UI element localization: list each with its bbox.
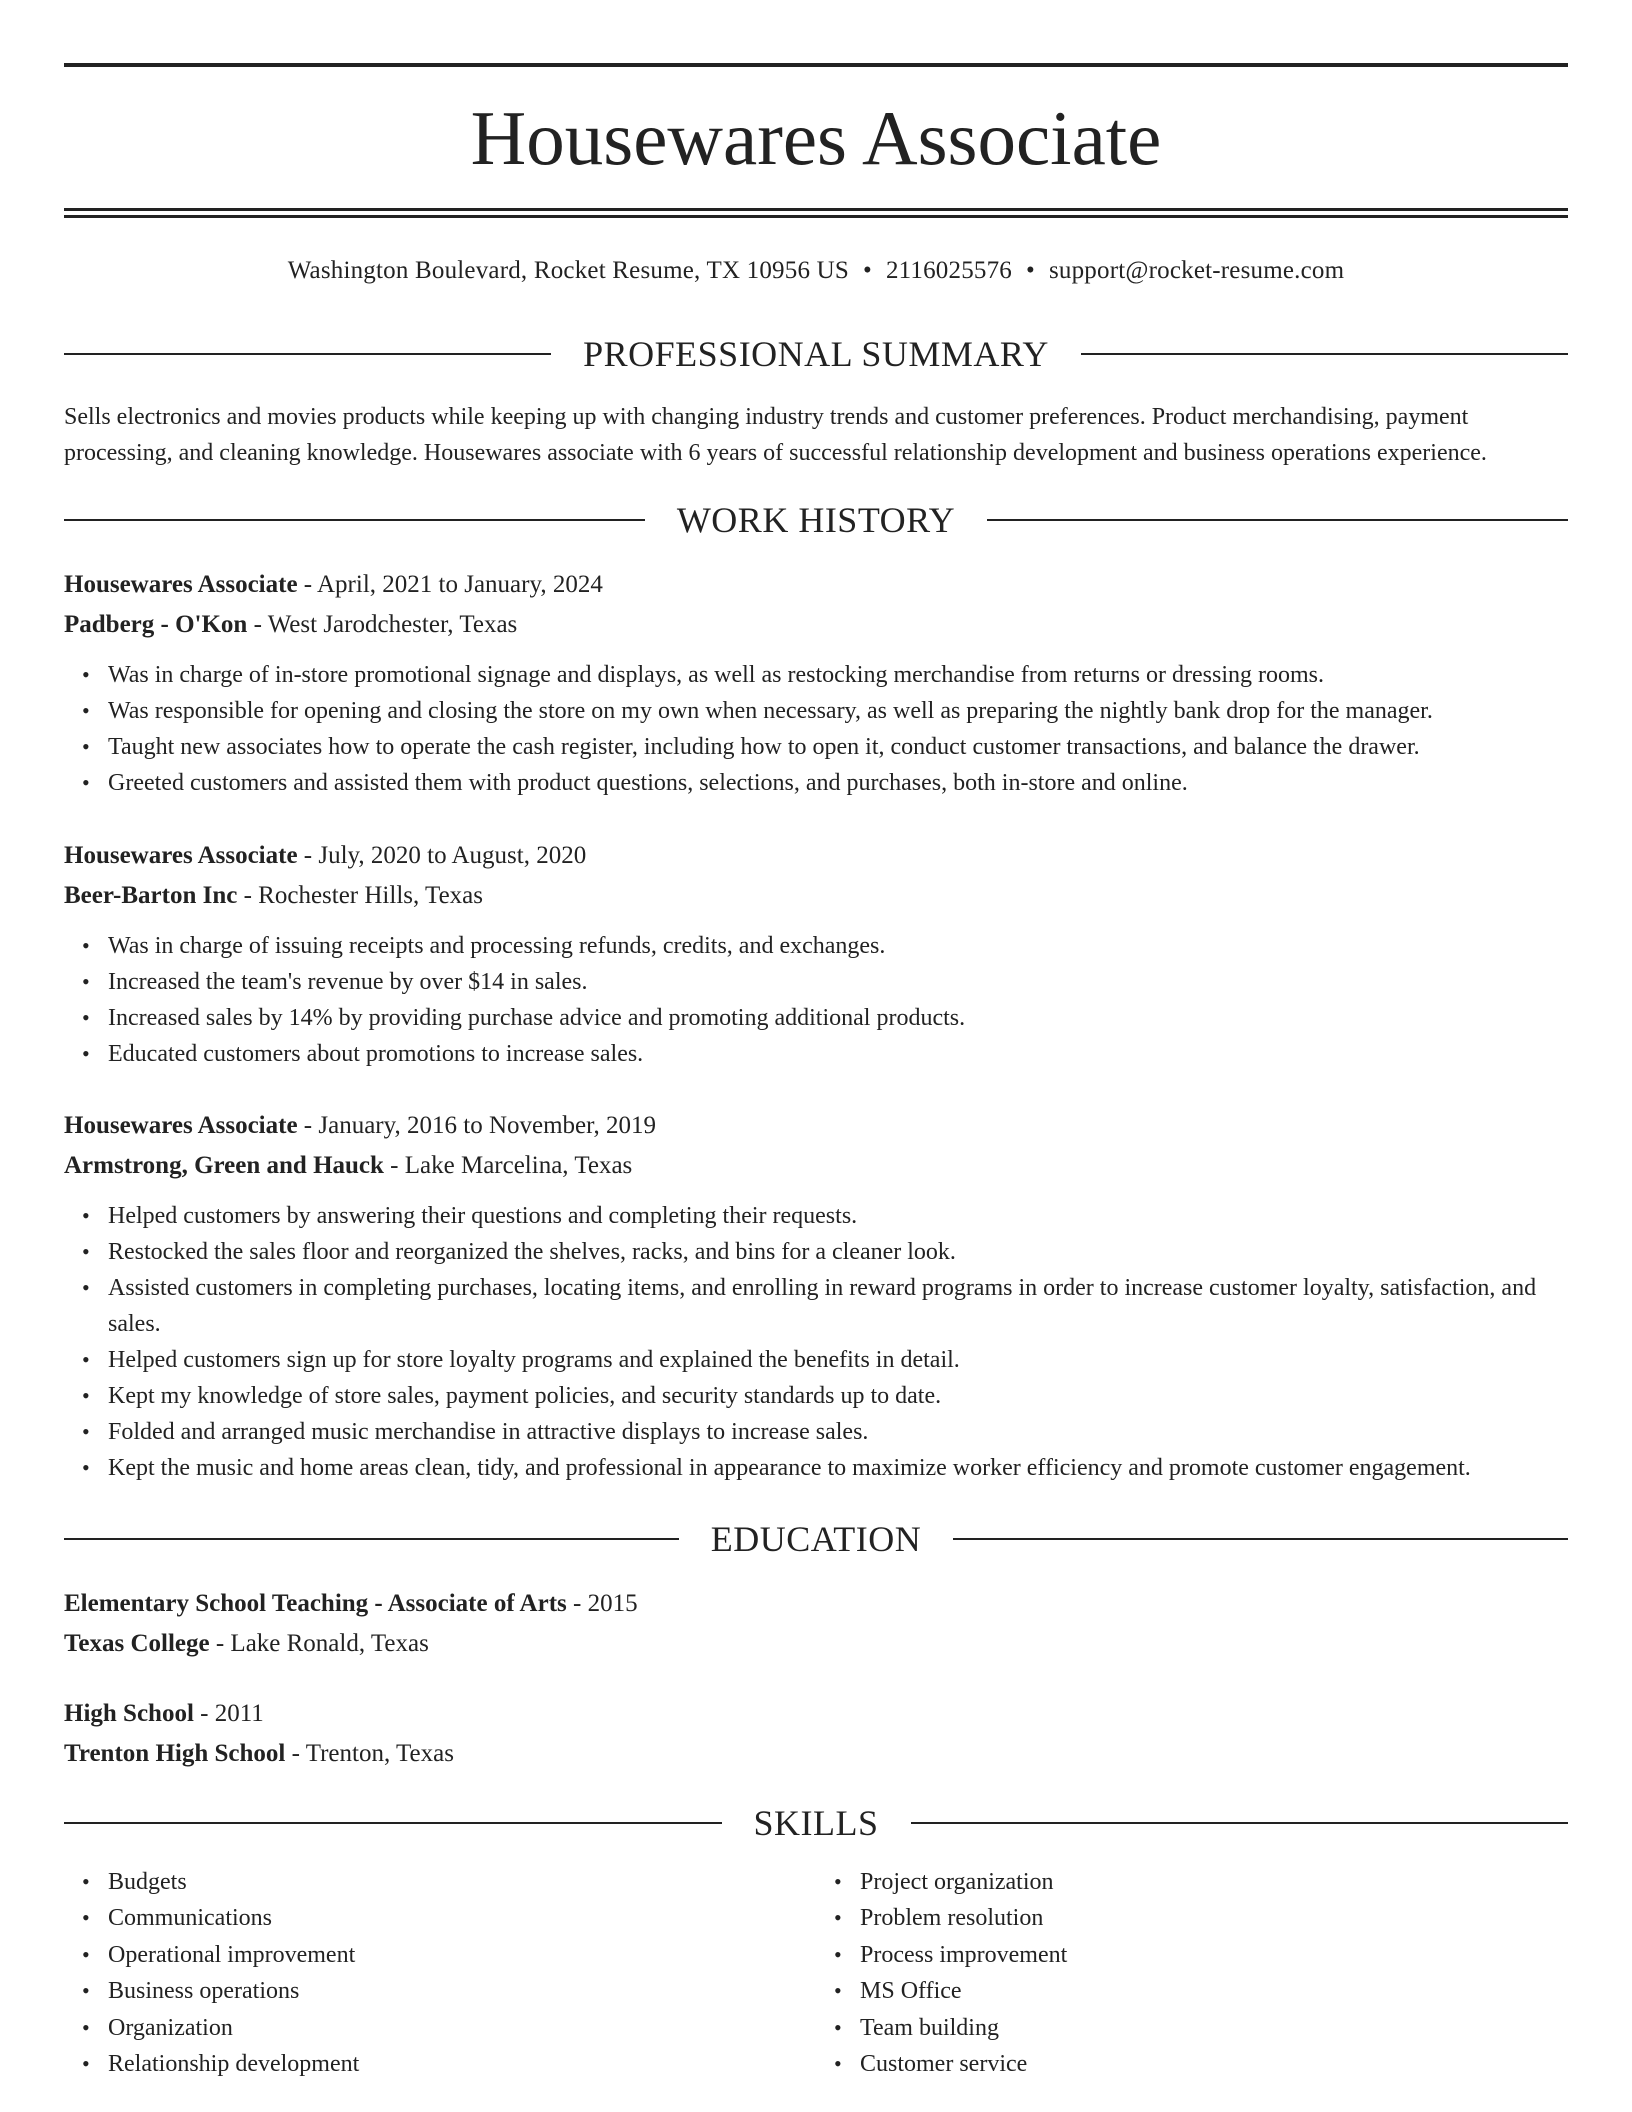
job-bullets [64,1198,1568,1486]
skill-item: • Operational improvement [108,1937,816,1973]
job-company: Padberg - O'Kon [64,611,248,638]
skill-item: • Problem resolution [860,1900,1568,1936]
page-title: Housewares Associate [470,95,1162,181]
list-item: • Greeted customers and assisted them with product questions, selections, and purchases, both in-store and online. [108,765,1568,801]
divider [987,519,1568,521]
degree-year: - 2011 [193,1700,264,1727]
job-title-line [64,1106,1568,1146]
skill-item: • Budgets [108,1864,816,1900]
skills-list [64,1864,1568,2082]
job-company: Armstrong, Green and Hauck [64,1152,384,1179]
divider [64,353,551,355]
divider [911,1822,1569,1824]
list-item: • Was in charge of in-store promotional signage and displays, as well as restocking merchandise from returns or dressing rooms. [108,657,1568,693]
divider [953,1538,1568,1540]
school-line [64,1734,1568,1774]
degree: High School [64,1700,194,1727]
job-company: Beer-Barton Inc [64,882,238,909]
list-item: • Restocked the sales floor and reorganized the shelves, racks, and bins for a cleaner look. [108,1234,1568,1270]
list-item: • Increased sales by 14% by providing purchase advice and promoting additional products. [108,1000,1568,1036]
job-location: - West Jarodchester, Texas [247,611,518,638]
list-item: • Was in charge of issuing receipts and processing refunds, credits, and exchanges. [108,928,1568,964]
contact-email: support@rocket-resume.com [1048,257,1345,284]
job-entry [64,565,1568,801]
job-dates: - January, 2016 to November, 2019 [297,1112,656,1139]
job-dates: - July, 2020 to August, 2020 [297,842,587,869]
top-rule [64,63,1568,67]
job-title: Housewares Associate [64,571,298,598]
list-item: • Helped customers sign up for store loyalty programs and explained the benefits in detail. [108,1342,1568,1378]
section-title: SKILLS [753,1803,879,1843]
job-location: - Rochester Hills, Texas [237,882,483,909]
skill-item: • MS Office [860,1973,1568,2009]
skill-item: • Team building [860,2010,1568,2046]
education-entry [64,1694,1568,1774]
skill-item: • Process improvement [860,1937,1568,1973]
skill-item: • Communications [108,1900,816,1936]
section-title: PROFESSIONAL SUMMARY [583,334,1049,374]
job-title: Housewares Associate [64,1112,298,1139]
contact-separator: • [862,257,872,284]
skill-item: • Business operations [108,1973,816,2009]
job-company-line [64,876,1568,916]
job-company-line [64,1146,1568,1186]
divider [64,1822,722,1824]
job-entry [64,1106,1568,1486]
divider [1081,353,1568,355]
list-item: • Taught new associates how to operate the cash register, including how to open it, conduct customer transactions, and balance the drawer. [108,729,1568,765]
job-company-line [64,605,1568,645]
list-item: • Increased the team's revenue by over $14 in sales. [108,964,1568,1000]
degree-line [64,1584,1568,1624]
education-entry [64,1584,1568,1664]
job-bullets [64,657,1568,801]
school-name: Trenton High School [64,1740,286,1767]
list-item: • Kept the music and home areas clean, tidy, and professional in appearance to maximize worker efficiency and promote customer engagement. [108,1450,1568,1486]
section-title: EDUCATION [710,1519,922,1559]
degree-year: - 2015 [566,1590,638,1617]
contact-separator: • [1026,257,1035,284]
section-heading-summary [64,331,1568,377]
job-title-line [64,565,1568,605]
job-bullets [64,928,1568,1072]
skill-item: • Project organization [860,1864,1568,1900]
section-title: WORK HISTORY [676,500,956,540]
school-line [64,1624,1568,1664]
job-title: Housewares Associate [64,842,298,869]
job-title-line [64,836,1568,876]
summary-text: Sells electronics and movies products while keeping up with changing industry trends and customer preferences. Product merchandising, payment processing, and cleaning knowledge. Housewares associate with 6 years of successful relationship development and business operations experience. [64,404,1487,466]
list-item: • Helped customers by answering their questions and completing their requests. [108,1198,1568,1234]
skill-item: • Relationship development [108,2046,816,2082]
divider [64,1538,679,1540]
school-location: - Trenton, Texas [285,1740,454,1767]
title-double-rule [64,208,1568,218]
contact-phone: 2116025576 [885,257,1013,284]
job-entry [64,836,1568,1072]
degree: Elementary School Teaching - Associate of Arts [64,1590,567,1617]
divider [64,519,645,521]
job-dates: - April, 2021 to January, 2024 [297,571,603,598]
list-item: • Was responsible for opening and closing the store on my own when necessary, as well as preparing the nightly bank drop for the manager. [108,693,1568,729]
section-heading-education [64,1516,1568,1562]
degree-line [64,1694,1568,1734]
contact-address: Washington Boulevard, Rocket Resume, TX 10956 US [287,257,849,284]
school-location: - Lake Ronald, Texas [209,1630,429,1657]
section-heading-work [64,497,1568,543]
list-item: • Assisted customers in completing purchases, locating items, and enrolling in reward programs in order to increase customer loyalty, satisfaction, and sales. [108,1270,1568,1342]
skill-item: • Organization [108,2010,816,2046]
list-item: • Kept my knowledge of store sales, payment policies, and security standards up to date. [108,1378,1568,1414]
list-item: • Folded and arranged music merchandise in attractive displays to increase sales. [108,1414,1568,1450]
skill-item: • Customer service [860,2046,1568,2082]
job-location: - Lake Marcelina, Texas [383,1152,633,1179]
skills-column-right [816,1864,1568,2082]
skills-column-left [64,1864,816,2082]
list-item: • Educated customers about promotions to increase sales. [108,1036,1568,1072]
section-heading-skills [64,1800,1568,1846]
contact-line [64,252,1568,290]
school-name: Texas College [64,1630,210,1657]
